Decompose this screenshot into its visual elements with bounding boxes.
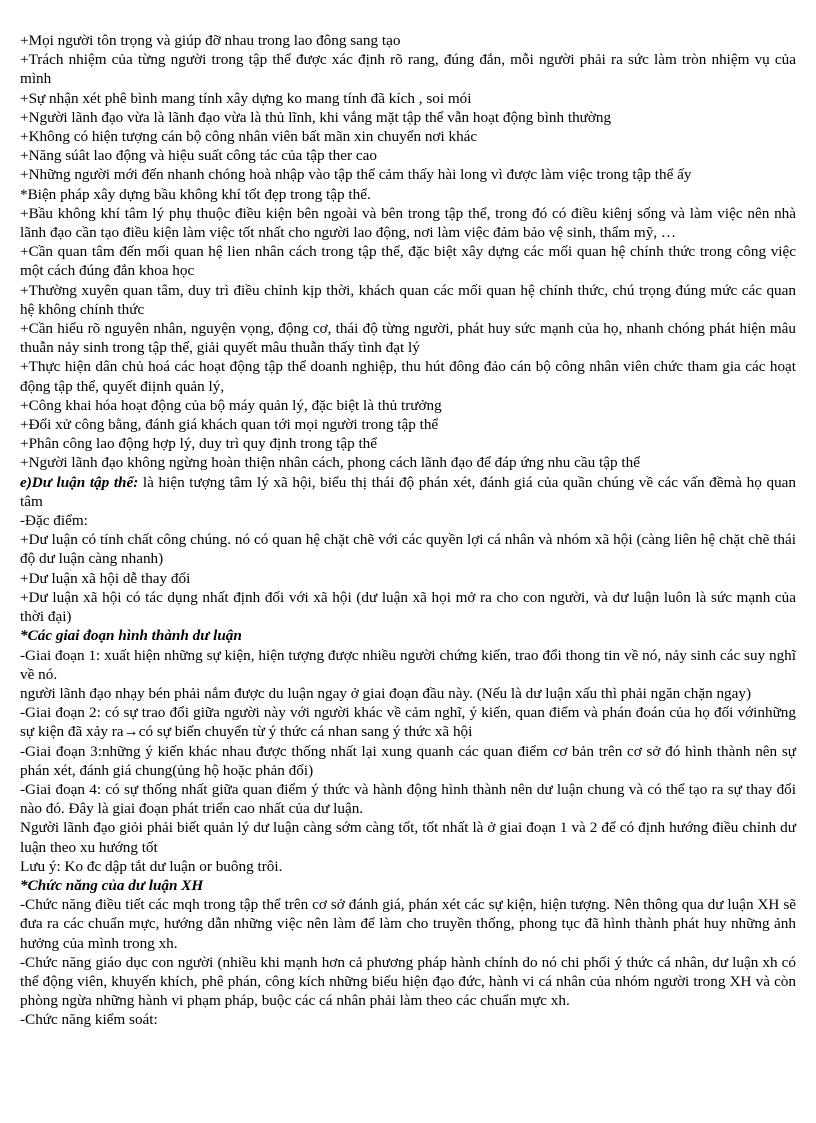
- paragraph-text: -Giai đoạn 3:những ý kiến khác nhau được thống nhất lại xung quanh các quan điểm cơ bản trên cơ sở đó hình thành nên sự phán xét, đánh giá chung(ủng hộ hoặc phản đối): [20, 742, 796, 779]
- body-paragraph: [20, 857, 796, 876]
- paragraph-text: Lưu ý: Ko đc dập tắt dư luận or buông trôi.: [20, 857, 283, 875]
- body-paragraph: [20, 818, 796, 856]
- paragraph-text: +Phân công lao động hợp lý, duy trì quy định trong tập thể: [20, 435, 378, 453]
- body-paragraph: [20, 703, 796, 741]
- body-paragraph: [20, 742, 796, 780]
- body-paragraph: [20, 895, 796, 953]
- paragraph-text: -Chức năng giáo dục con người (nhiều khi mạnh hơn cả phương pháp hành chính do nó chi phối ý thức cá nhân, dư luận xh có thể động viên, khuyến khích, phê phán, công kích những biểu hiện đạo đức, hành vi cá nhân của nhóm người trong XH và còn phòng ngừa những hành vi phạm pháp, buộc các cá nhân phải làm theo các chuẩn mực xh.: [20, 953, 796, 1010]
- body-paragraph: [20, 108, 796, 127]
- paragraph-text: -Đặc điểm:: [20, 512, 88, 530]
- body-paragraph: [20, 453, 796, 472]
- body-paragraph: [20, 146, 796, 165]
- paragraph-text: +Không có hiện tượng cán bộ công nhân viên bất mãn xin chuyển nơi khác: [20, 128, 478, 146]
- body-paragraph: [20, 684, 796, 703]
- paragraph-text: +Trách nhiệm của từng người trong tập thể được xác định rõ rang, đúng đắn, mỗi người phải ra sức làm tròn nhiệm vụ của mình: [20, 51, 796, 88]
- body-paragraph: [20, 319, 796, 357]
- paragraph-text: +Cần quan tâm đến mối quan hệ lien nhân cách trong tập thể, đặc biệt xây dựng các mối quan hệ chính thức trong công việc một cách đúng đắn khoa học: [20, 243, 796, 280]
- paragraph-text: người lãnh đạo nhạy bén phải nắm được du luận ngay ở giai đoạn đầu này. (Nếu là dư luận xấu thì phải ngăn chặn ngay): [20, 684, 752, 702]
- paragraph-text: Người lãnh đạo giỏi phải biết quản lý dư luận càng sớm càng tốt, tốt nhất là ở giai đoạn 1 và 2 để có định hướng điều chỉnh dư luận theo xu hướng tốt: [20, 819, 796, 856]
- paragraph-text: +Thường xuyên quan tâm, duy trì điều chỉnh kịp thời, khách quan các mối quan hệ chính thức, chú trọng đúng mức các quan hệ không chính thức: [20, 281, 796, 318]
- body-paragraph: [20, 780, 796, 818]
- paragraph-text: +Người lãnh đạo không ngừng hoàn thiện nhân cách, phong cách lãnh đạo để đáp ứng nhu cầu tập thể: [20, 454, 640, 472]
- document-page: [20, 31, 796, 1030]
- body-paragraph: [20, 434, 796, 453]
- paragraph-text: +Bầu không khí tâm lý phụ thuộc điều kiện bên ngoài và bên trong tập thể, trong đó có điều kiênj sống và làm việc nên nhà lãnh đạo cần tạo điều kiện làm việc tốt nhất cho người lao động, nơi làm việc đảm bảo vệ sinh, thẩm mỹ, …: [20, 204, 796, 242]
- paragraph-text: +Cần hiểu rõ nguyên nhân, nguyện vọng, động cơ, thái độ từng người, phát huy sức mạnh của họ, nhanh chóng phát hiện mâu thuẫn nảy sinh trong tập thể, giải quyết mâu thuẫn thấy tình đạt lý: [20, 320, 796, 357]
- paragraph-text: +Những người mới đến nhanh chóng hoà nhập vào tập thể cảm thấy hài long vì được làm việc trong tập thể ấy: [20, 166, 692, 184]
- body-paragraph: [20, 50, 796, 88]
- paragraph-text: +Người lãnh đạo vừa là lãnh đạo vừa là thủ lĩnh, khi vắng mặt tập thể vẫn hoạt động bình thường: [20, 108, 612, 126]
- body-paragraph: [20, 511, 796, 530]
- section-paragraph: [20, 473, 796, 511]
- section-heading: *Các giai đoạn hình thành dư luận: [20, 627, 242, 645]
- paragraph-text: là hiện tượng tâm lý xã hội, biểu thị thái độ phán xét, đánh giá của quần chúng về các vấn đềmà họ quan tâm: [20, 473, 796, 510]
- paragraph-text: +Dư luận có tính chất công chúng. nó có quan hệ chặt chẽ với các quyền lợi cá nhân và nhóm xã hội (càng liên hệ chặt chẽ thái độ dư luận càng nhanh): [20, 531, 796, 568]
- body-paragraph: [20, 357, 796, 395]
- paragraph-text: +Công khai hóa hoạt động của bộ máy quản lý, đặc biệt là thủ trưởng: [20, 396, 442, 414]
- paragraph-text: -Chức năng kiểm soát:: [20, 1011, 158, 1029]
- body-paragraph: [20, 1010, 796, 1029]
- body-paragraph: [20, 530, 796, 568]
- section-paragraph: [20, 876, 796, 895]
- paragraph-text: *Biện pháp xây dựng bầu không khí tốt đẹp trong tập thể.: [20, 185, 371, 203]
- body-paragraph: [20, 646, 796, 684]
- paragraph-text: -Chức năng điều tiết các mqh trong tập thể trên cơ sở đánh giá, phán xét các sự kiện, hiện tượng. Nên thông qua dư luận XH sẽ đưa ra các chuẩn mực, hướng dẫn những việc nên làm để làm cho truyền thống, phong tục đã hình thành phát huy những ảnh hưởng của mình trong xh.: [20, 896, 796, 952]
- section-heading: *Chức năng của dư luận XH: [20, 876, 204, 894]
- paragraph-text: +Mọi người tôn trọng và giúp đỡ nhau trong lao đông sang tạo: [20, 32, 401, 49]
- paragraph-text: +Năng súât lao động và hiệu suất công tác của tập ther cao: [20, 147, 377, 165]
- paragraph-text: +Sự nhận xét phê bình mang tính xây dựng ko mang tính đã kích , soi mói: [20, 89, 472, 107]
- paragraph-text: +Thực hiện dân chủ hoá các hoạt động tập thể doanh nghiệp, thu hút đông đảo cán bộ công nhân viên chức tham gia các hoạt động tập thể, quyết điịnh quản lý,: [20, 358, 796, 395]
- paragraph-text: +Đối xử công bằng, đánh giá khách quan tới mọi người trong tập thể: [20, 416, 439, 434]
- paragraph-text: +Dư luận xã hội dễ thay đổi: [20, 569, 191, 587]
- paragraph-text: +Dư luận xã hội có tác dụng nhất định đối với xã hội (dư luận xã họi mở ra cho con người, và dư luận luôn là sức mạnh của thời đại): [20, 588, 796, 626]
- body-paragraph: [20, 165, 796, 184]
- body-paragraph: [20, 242, 796, 280]
- body-paragraph: [20, 569, 796, 588]
- paragraph-text: -Giai đoạn 2: có sự trao đổi giữa người này với người khác về cảm nghĩ, ý kiến, quan điểm và phán đoán của họ đối vớinhững sự kiện đã xảy ra→có sự biến chuyển từ ý thức cá nhan sang ý thức xã hội: [20, 704, 796, 741]
- body-paragraph: [20, 185, 796, 204]
- section-paragraph: [20, 626, 796, 645]
- body-paragraph: [20, 396, 796, 415]
- body-paragraph: [20, 89, 796, 108]
- body-paragraph: [20, 31, 796, 50]
- body-paragraph: [20, 204, 796, 242]
- body-paragraph: [20, 415, 796, 434]
- body-paragraph: [20, 953, 796, 1011]
- body-paragraph: [20, 127, 796, 146]
- section-heading: e)Dư luận tập thể:: [20, 473, 139, 491]
- body-paragraph: [20, 281, 796, 319]
- paragraph-text: -Giai đoạn 1: xuất hiện những sự kiện, hiện tượng được nhiều người chứng kiến, trao đổi thong tin về nó, nảy sinh các suy nghĩ về nó.: [20, 646, 796, 683]
- paragraph-text: -Giai đoạn 4: có sự thống nhất giữa quan điểm ý thức và hành động hình thành nên dư luận chung và có thể tạo ra sự thay đổi nào đó. Đây là giai đoạn phát triển cao nhất của dư luận.: [20, 780, 796, 818]
- body-paragraph: [20, 588, 796, 626]
